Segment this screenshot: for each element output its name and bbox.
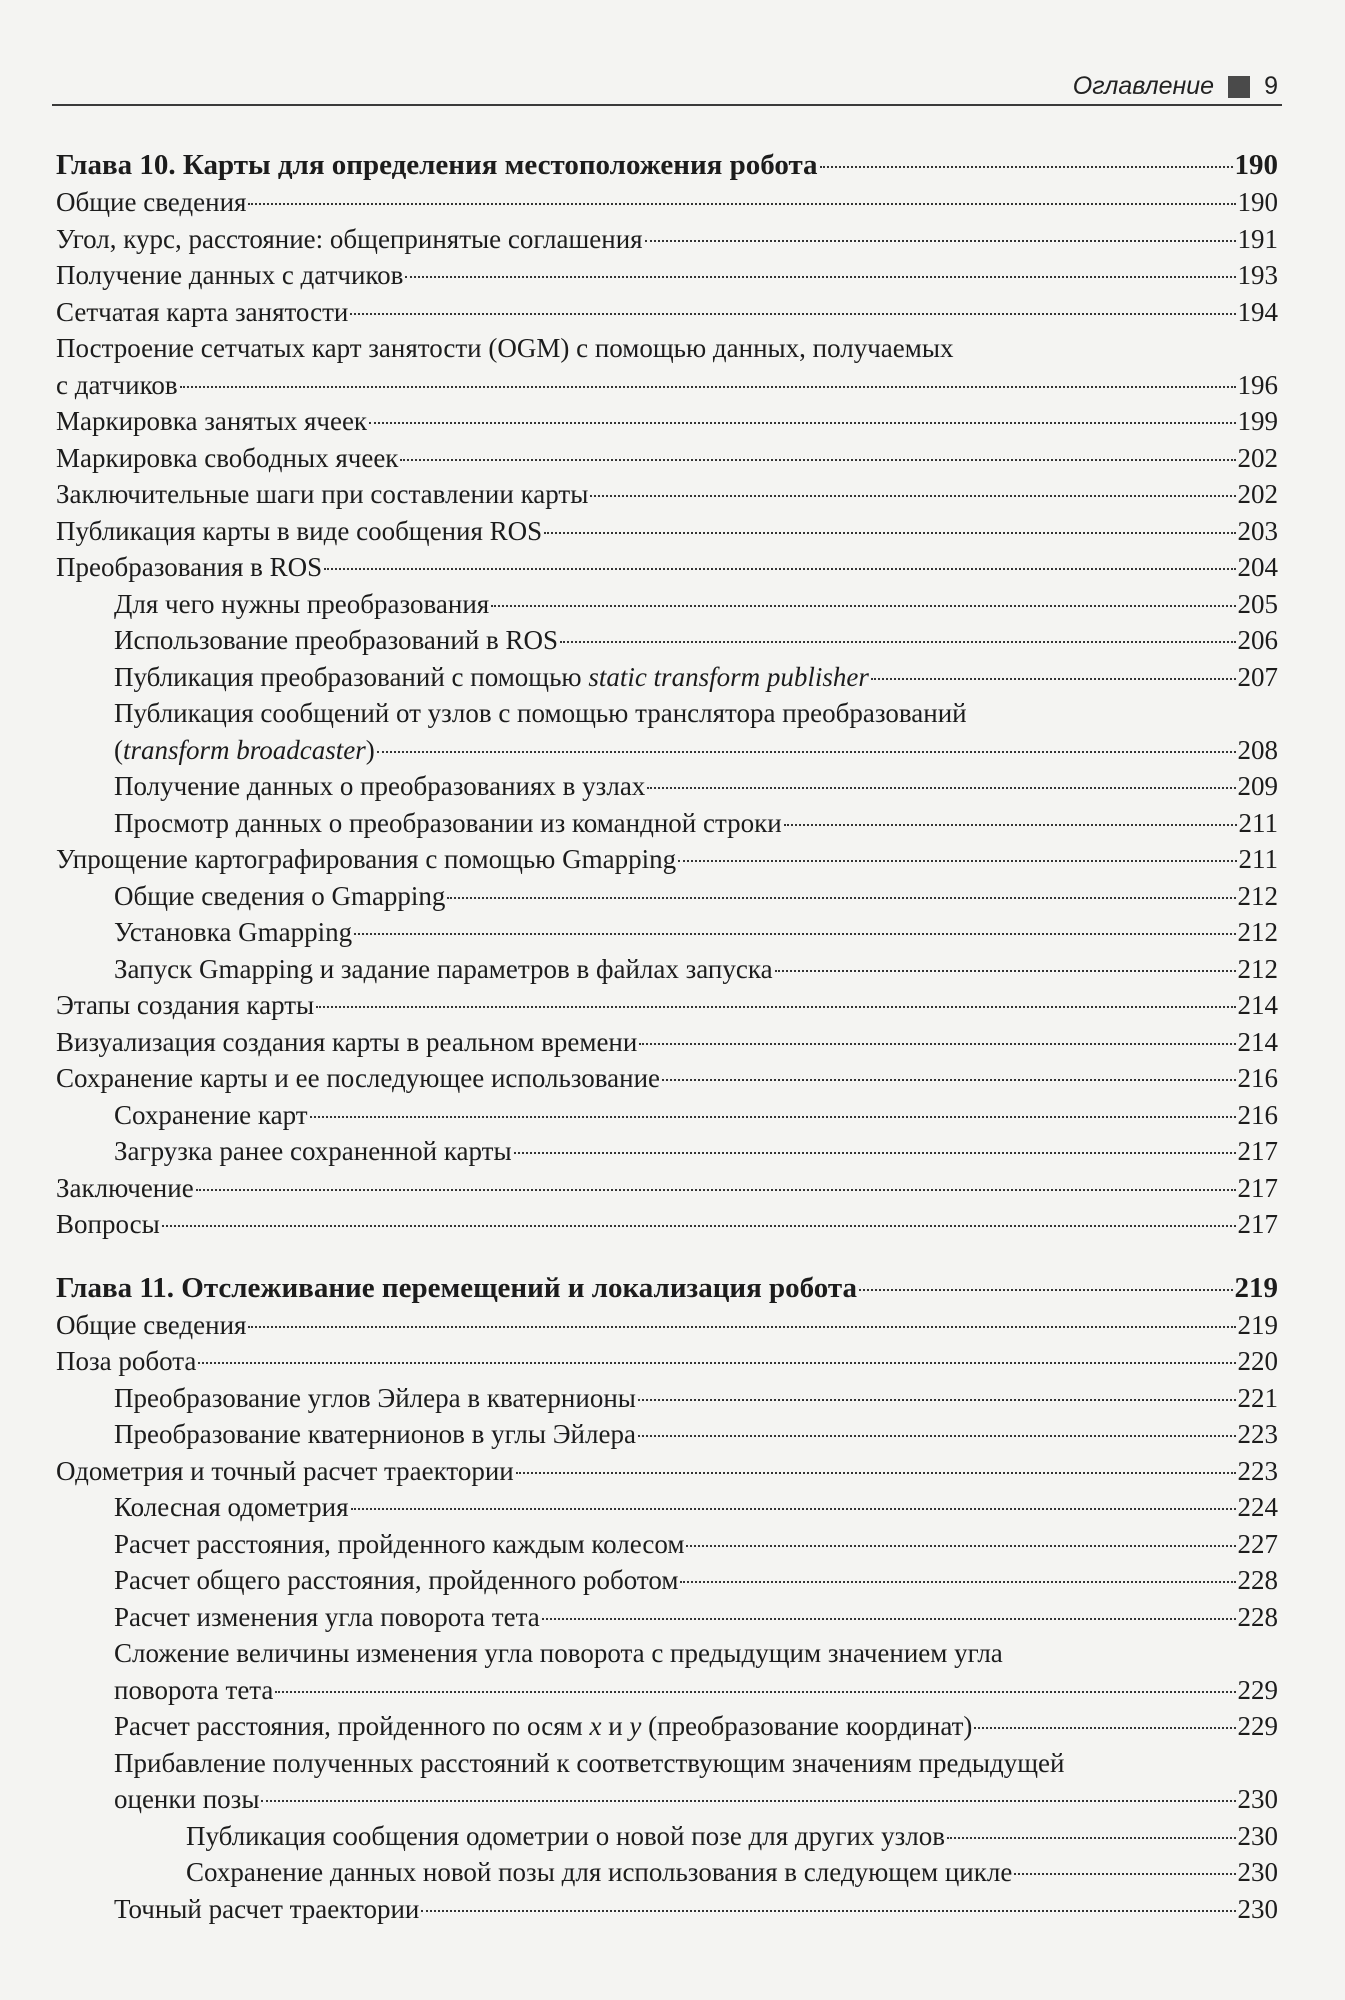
page-ref: 219 <box>1237 1309 1278 1340</box>
table-of-contents <box>56 146 1278 1927</box>
page-ref: 206 <box>1237 625 1278 655</box>
entry-title: Одометрия и точный расчет траектории <box>56 1455 514 1486</box>
toc-subentry <box>56 1133 1278 1170</box>
toc-entry <box>56 1024 1278 1061</box>
page-ref: 214 <box>1237 1026 1278 1057</box>
page-ref: 216 <box>1237 1063 1278 1093</box>
toc-subentry <box>56 805 1278 842</box>
entry-title: Преобразование кватернионов в углы Эйлера <box>114 1419 636 1449</box>
toc-entry <box>56 1453 1278 1490</box>
entry-title: Расчет изменения угла поворота тета <box>114 1601 540 1632</box>
page-ref: 214 <box>1237 990 1278 1020</box>
entry-title: Общие сведения <box>56 187 247 217</box>
toc-subentry <box>56 1708 1278 1745</box>
toc-subsubentry <box>56 1818 1278 1855</box>
entry-title: Колесная одометрия <box>114 1492 349 1522</box>
entry-title: Заключение <box>56 1172 194 1203</box>
toc-subentry <box>56 586 1278 623</box>
toc-subentry <box>56 951 1278 988</box>
entry-title-line2: поворота тета <box>114 1674 274 1705</box>
entry-title: Этапы создания карты <box>56 990 315 1020</box>
entry-title: Вопросы <box>56 1209 160 1239</box>
conjunction: и <box>608 1711 623 1741</box>
page-ref: 202 <box>1237 442 1278 473</box>
entry-title: Сетчатая карта занятости <box>56 296 349 327</box>
entry-title: Для чего нужны преобразования <box>114 588 490 619</box>
toc-entry <box>56 440 1278 477</box>
page-ref: 205 <box>1237 588 1278 619</box>
toc-entry <box>56 987 1278 1024</box>
entry-title-line2: оценки позы <box>114 1784 260 1814</box>
entry-title-line1: Сложение величины изменения угла поворота с предыдущим значением угла <box>114 1638 1003 1668</box>
entry-title-italic: static transform publisher <box>588 661 869 692</box>
page-ref: 199 <box>1237 406 1278 436</box>
page-ref: 212 <box>1237 953 1278 984</box>
toc-entry <box>56 1343 1278 1380</box>
toc-entry <box>56 549 1278 586</box>
page-ref: 224 <box>1237 1492 1278 1522</box>
entry-title: Упрощение картографирования с помощью Gmapping <box>56 844 677 874</box>
entry-title: Загрузка ранее сохраненной карты <box>114 1136 512 1166</box>
toc-entry <box>56 841 1278 878</box>
page-ref: 204 <box>1237 552 1278 582</box>
page-ref: 191 <box>1237 223 1278 254</box>
entry-title: Общие сведения о Gmapping <box>114 880 446 911</box>
toc-entry <box>56 257 1278 294</box>
entry-title: Расчет общего расстояния, пройденного роботом <box>114 1565 679 1595</box>
entry-title: Маркировка свободных ячеек <box>56 442 399 473</box>
entry-title: Сохранение карт <box>114 1099 308 1130</box>
entry-title: Угол, курс, расстояние: общепринятые соглашения <box>56 223 643 254</box>
page-ref: 196 <box>1237 369 1278 400</box>
entry-title: Маркировка занятых ячеек <box>56 406 368 436</box>
page-ref: 193 <box>1237 260 1278 290</box>
page-ref: 219 <box>1234 1271 1278 1304</box>
entry-title-line1: Прибавление полученных расстояний к соответствующим значениям предыдущей <box>114 1747 1065 1778</box>
toc-subentry <box>56 622 1278 659</box>
paren-open: ( <box>114 734 123 765</box>
entry-title: Визуализация создания карты в реальном времени <box>56 1026 638 1057</box>
entry-title: Запуск Gmapping и задание параметров в файлах запуска <box>114 953 773 984</box>
entry-title-line1: Публикация сообщений от узлов с помощью транслятора преобразований <box>114 698 967 728</box>
toc-subentry <box>56 659 1278 696</box>
page-ref: 229 <box>1237 1711 1278 1741</box>
toc-entry <box>56 403 1278 440</box>
page-ref: 217 <box>1237 1136 1278 1166</box>
toc-subentry <box>56 1891 1278 1928</box>
toc-entry <box>56 184 1278 221</box>
entry-title: Сохранение данных новой позы для использования в следующем цикле <box>186 1857 1013 1887</box>
running-head-title: Оглавление <box>1072 72 1215 100</box>
toc-entry <box>56 294 1278 331</box>
toc-entry <box>56 1170 1278 1207</box>
toc-subentry <box>56 1489 1278 1526</box>
toc-subentry <box>56 1672 1278 1709</box>
entry-title-line2 <box>114 732 375 769</box>
entry-title: Получение данных о преобразованиях в узлах <box>114 771 646 801</box>
page-ref: 227 <box>1237 1528 1278 1559</box>
page-ref: 230 <box>1237 1784 1278 1814</box>
page-ref: 229 <box>1237 1674 1278 1705</box>
entry-title <box>114 1708 972 1745</box>
toc-subentry <box>56 768 1278 805</box>
entry-title: Преобразование углов Эйлера в кватернионы <box>114 1382 636 1413</box>
toc-subentry <box>56 1526 1278 1563</box>
page-ref: 190 <box>1237 187 1278 217</box>
toc-subsubentry <box>56 1854 1278 1891</box>
entry-title: Преобразования в ROS <box>56 552 323 582</box>
entry-title: Поза робота <box>56 1346 197 1376</box>
toc-entry <box>56 1060 1278 1097</box>
entry-title: Публикация сообщения одометрии о новой позе для других узлов <box>186 1820 945 1851</box>
entry-title: Публикация карты в виде сообщения ROS <box>56 515 543 546</box>
page-ref: 220 <box>1237 1346 1278 1376</box>
page-ref: 216 <box>1237 1099 1278 1130</box>
page-ref: 211 <box>1238 844 1278 874</box>
entry-title: Установка Gmapping <box>114 917 353 947</box>
page-ref: 223 <box>1237 1455 1278 1486</box>
page-ref: 212 <box>1237 880 1278 911</box>
chapter-title: Глава 11. Отслеживание перемещений и локализация робота <box>56 1271 858 1304</box>
toc-entry <box>56 221 1278 258</box>
page-ref: 208 <box>1237 734 1278 765</box>
page-ref: 217 <box>1237 1172 1278 1203</box>
entry-title: Точный расчет траектории <box>114 1893 420 1924</box>
page-ref: 230 <box>1237 1820 1278 1851</box>
chapter-heading <box>56 146 1278 184</box>
page-ref: 230 <box>1237 1857 1278 1887</box>
toc-subentry <box>56 1599 1278 1636</box>
page-ref: 207 <box>1237 661 1278 692</box>
page-ref: 228 <box>1237 1601 1278 1632</box>
toc-entry <box>56 367 1278 404</box>
toc-subentry <box>56 1416 1278 1453</box>
toc-subentry <box>56 1562 1278 1599</box>
page-ref: 212 <box>1237 917 1278 947</box>
axis-x-label: x <box>589 1711 602 1741</box>
page-ref: 190 <box>1234 149 1278 181</box>
entry-title: Сохранение карты и ее последующее использование <box>56 1063 661 1093</box>
page-ref: 194 <box>1237 296 1278 327</box>
axis-y-label: y <box>629 1711 642 1741</box>
page-ref: 223 <box>1237 1419 1278 1449</box>
entry-title-text: (преобразование координат) <box>648 1711 973 1741</box>
toc-subentry <box>56 878 1278 915</box>
entry-title-line2: с датчиков <box>56 369 178 400</box>
entry-title-text: Публикация преобразований с помощью <box>114 661 582 692</box>
square-icon <box>1228 76 1250 98</box>
entry-title: Общие сведения <box>56 1309 247 1340</box>
page-ref: 209 <box>1237 771 1278 801</box>
page-header <box>52 68 1282 106</box>
entry-title <box>114 659 869 696</box>
entry-title: Расчет расстояния, пройденного каждым колесом <box>114 1528 685 1559</box>
toc-subentry <box>56 1097 1278 1134</box>
toc-subentry <box>56 1781 1278 1818</box>
chapter-title: Глава 10. Карты для определения местоположения робота <box>56 149 818 181</box>
entry-title: Использование преобразований в ROS <box>114 625 559 655</box>
toc-entry <box>56 476 1278 513</box>
page-ref: 202 <box>1237 479 1278 509</box>
entry-title: Просмотр данных о преобразовании из командной строки <box>114 807 782 838</box>
toc-entry <box>56 513 1278 550</box>
page-ref: 228 <box>1237 1565 1278 1595</box>
toc-subentry <box>56 914 1278 951</box>
entry-title-line1: Построение сетчатых карт занятости (OGM) с помощью данных, получаемых <box>56 333 954 363</box>
page-number: 9 <box>1264 72 1278 100</box>
entry-title-italic: transform broadcaster <box>123 734 366 765</box>
page-ref: 221 <box>1237 1382 1278 1413</box>
paren-close: ) <box>365 734 375 765</box>
page-ref: 217 <box>1237 1209 1278 1239</box>
toc-subentry <box>56 732 1278 769</box>
chapter-heading <box>56 1269 1278 1307</box>
toc-entry <box>56 1307 1278 1344</box>
entry-title: Получение данных с датчиков <box>56 260 404 290</box>
page-ref: 211 <box>1238 807 1278 838</box>
page-ref: 203 <box>1237 515 1278 546</box>
entry-title: Заключительные шаги при составлении карты <box>56 479 589 509</box>
toc-entry <box>56 1206 1278 1243</box>
entry-title-text: Расчет расстояния, пройденного по осям <box>114 1711 583 1741</box>
page-ref: 230 <box>1237 1893 1278 1924</box>
toc-subentry <box>56 1380 1278 1417</box>
running-head <box>1073 72 1278 101</box>
